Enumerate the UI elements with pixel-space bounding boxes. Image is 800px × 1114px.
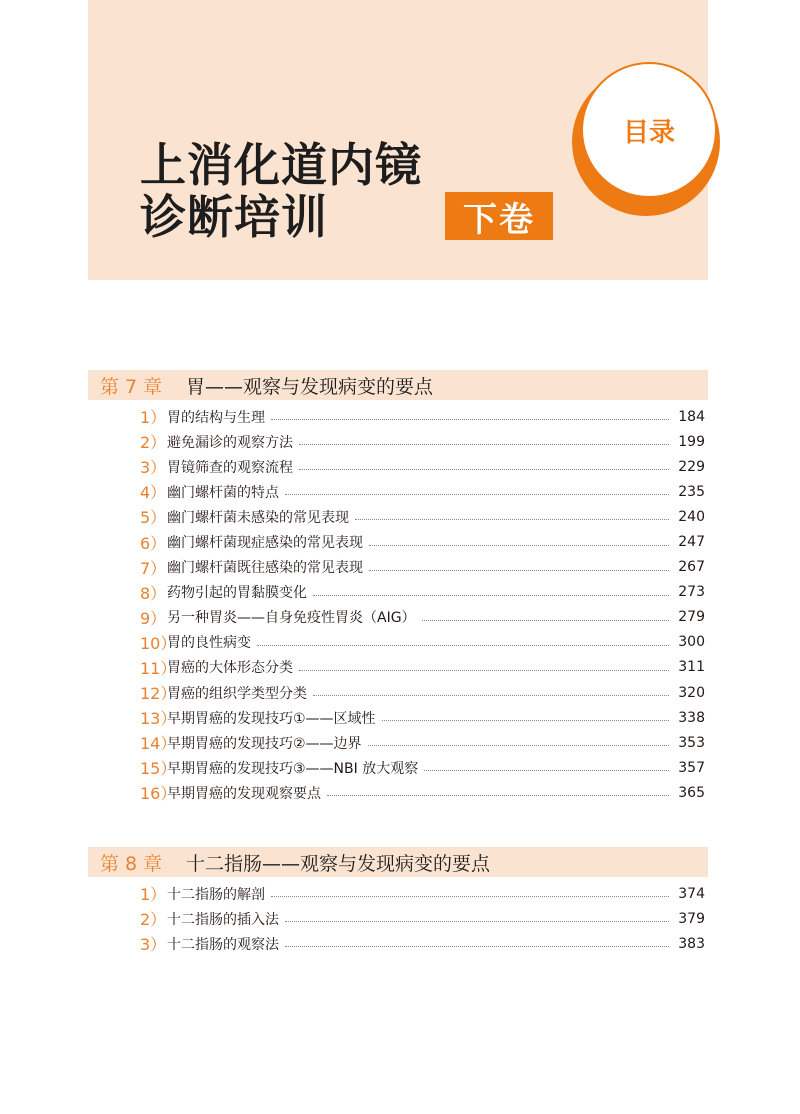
toc-entry[interactable] — [140, 680, 705, 705]
book-title-line1: 上消化道内镜 — [140, 138, 422, 192]
toc-entry[interactable] — [140, 605, 705, 630]
entry-page-number: 338 — [678, 709, 705, 726]
entry-page-number: 240 — [678, 508, 705, 525]
toc-entry[interactable] — [140, 906, 705, 931]
toc-entry[interactable] — [140, 881, 705, 906]
entry-page-number: 267 — [678, 559, 705, 576]
chapter-entry-list — [140, 881, 705, 956]
entry-title: 早期胃癌的发现技巧②——边界 — [167, 735, 362, 752]
entry-title: 胃镜筛查的观察流程 — [167, 459, 293, 476]
entry-title: 胃癌的组织学类型分类 — [167, 685, 307, 702]
entry-number: 9） — [140, 608, 167, 628]
dot-leader — [327, 795, 669, 796]
entry-page-number: 365 — [678, 784, 705, 801]
toc-entry[interactable] — [140, 655, 705, 680]
dot-leader — [299, 444, 669, 445]
entry-page-number: 184 — [678, 408, 705, 425]
entry-title: 避免漏诊的观察方法 — [167, 434, 293, 451]
entry-page-number: 357 — [678, 759, 705, 776]
dot-leader — [285, 494, 669, 495]
chapter-number: 第 8 章 — [100, 852, 163, 875]
entry-title: 另一种胃炎——自身免疫性胃炎（AIG） — [167, 610, 416, 627]
toc-label: 目录 — [581, 62, 717, 198]
entry-number: 13） — [140, 709, 177, 729]
volume-badge: 下卷 — [445, 192, 553, 240]
dot-leader — [299, 670, 669, 671]
dot-leader — [313, 595, 669, 596]
chapter-title: 十二指肠——观察与发现病变的要点 — [186, 852, 491, 875]
entry-title: 幽门螺杆菌未感染的常见表现 — [167, 509, 349, 526]
entry-page-number: 199 — [678, 433, 705, 450]
dot-leader — [382, 720, 669, 721]
entry-number: 1） — [140, 408, 167, 428]
entry-number: 2） — [140, 910, 167, 930]
dot-leader — [355, 519, 669, 520]
entry-number: 15） — [140, 759, 177, 779]
entry-page-number: 383 — [678, 935, 705, 952]
toc-entry[interactable] — [140, 529, 705, 554]
toc-entry[interactable] — [140, 454, 705, 479]
entry-number: 10） — [140, 633, 177, 653]
dot-leader — [285, 946, 669, 947]
book-title-line2: 诊断培训 — [140, 190, 328, 244]
entry-number: 4） — [140, 483, 167, 503]
entry-page-number: 320 — [678, 684, 705, 701]
entry-number: 14） — [140, 734, 177, 754]
dot-leader — [299, 469, 669, 470]
entry-page-number: 311 — [678, 659, 705, 676]
dot-leader — [257, 645, 669, 646]
entry-page-number: 379 — [678, 910, 705, 927]
entry-number: 12） — [140, 684, 177, 704]
entry-page-number: 229 — [678, 458, 705, 475]
entry-title: 胃的良性病变 — [167, 635, 251, 652]
entry-title: 胃癌的大体形态分类 — [167, 660, 293, 677]
entry-number: 3） — [140, 935, 167, 955]
dot-leader — [285, 921, 669, 922]
entry-number: 5） — [140, 508, 167, 528]
dot-leader — [271, 896, 669, 897]
chapter-heading — [88, 847, 708, 877]
toc-entry[interactable] — [140, 429, 705, 454]
toc-entry[interactable] — [140, 555, 705, 580]
entry-page-number: 273 — [678, 584, 705, 601]
entry-number: 1） — [140, 885, 167, 905]
dot-leader — [313, 695, 669, 696]
toc-entry[interactable] — [140, 780, 705, 805]
entry-number: 11） — [140, 658, 177, 678]
toc-entry[interactable] — [140, 705, 705, 730]
dot-leader — [369, 570, 669, 571]
entry-page-number: 235 — [678, 483, 705, 500]
entry-title: 十二指肠的插入法 — [167, 911, 279, 928]
entry-number: 3） — [140, 458, 167, 478]
chapter-heading — [88, 370, 708, 400]
toc-entry[interactable] — [140, 755, 705, 780]
entry-title: 十二指肠的观察法 — [167, 936, 279, 953]
entry-title: 早期胃癌的发现观察要点 — [167, 785, 321, 802]
dot-leader — [369, 545, 669, 546]
entry-number: 7） — [140, 558, 167, 578]
chapter-title: 胃——观察与发现病变的要点 — [186, 375, 434, 398]
entry-number: 6） — [140, 533, 167, 553]
chapter-number: 第 7 章 — [100, 375, 163, 398]
entry-page-number: 374 — [678, 885, 705, 902]
dot-leader — [271, 419, 669, 420]
toc-entry[interactable] — [140, 404, 705, 429]
entry-title: 早期胃癌的发现技巧③——NBI 放大观察 — [167, 760, 419, 777]
toc-entry[interactable] — [140, 479, 705, 504]
entry-number: 16） — [140, 784, 177, 804]
entry-number: 2） — [140, 433, 167, 453]
entry-page-number: 353 — [678, 734, 705, 751]
entry-title: 幽门螺杆菌的特点 — [167, 484, 279, 501]
chapter-entry-list — [140, 404, 705, 806]
entry-page-number: 279 — [678, 609, 705, 626]
entry-number: 8） — [140, 583, 167, 603]
dot-leader — [368, 745, 669, 746]
toc-entry[interactable] — [140, 730, 705, 755]
toc-entry[interactable] — [140, 580, 705, 605]
dot-leader — [422, 620, 669, 621]
dot-leader — [424, 770, 669, 771]
toc-entry[interactable] — [140, 630, 705, 655]
entry-page-number: 247 — [678, 534, 705, 551]
toc-entry[interactable] — [140, 504, 705, 529]
entry-title: 幽门螺杆菌既往感染的常见表现 — [167, 560, 363, 577]
entry-title: 十二指肠的解剖 — [167, 886, 265, 903]
entry-title: 早期胃癌的发现技巧①——区域性 — [167, 710, 376, 727]
entry-page-number: 300 — [678, 634, 705, 651]
entry-title: 胃的结构与生理 — [167, 409, 265, 426]
entry-title: 药物引起的胃黏膜变化 — [167, 585, 307, 602]
entry-title: 幽门螺杆菌现症感染的常见表现 — [167, 535, 363, 552]
toc-entry[interactable] — [140, 931, 705, 956]
